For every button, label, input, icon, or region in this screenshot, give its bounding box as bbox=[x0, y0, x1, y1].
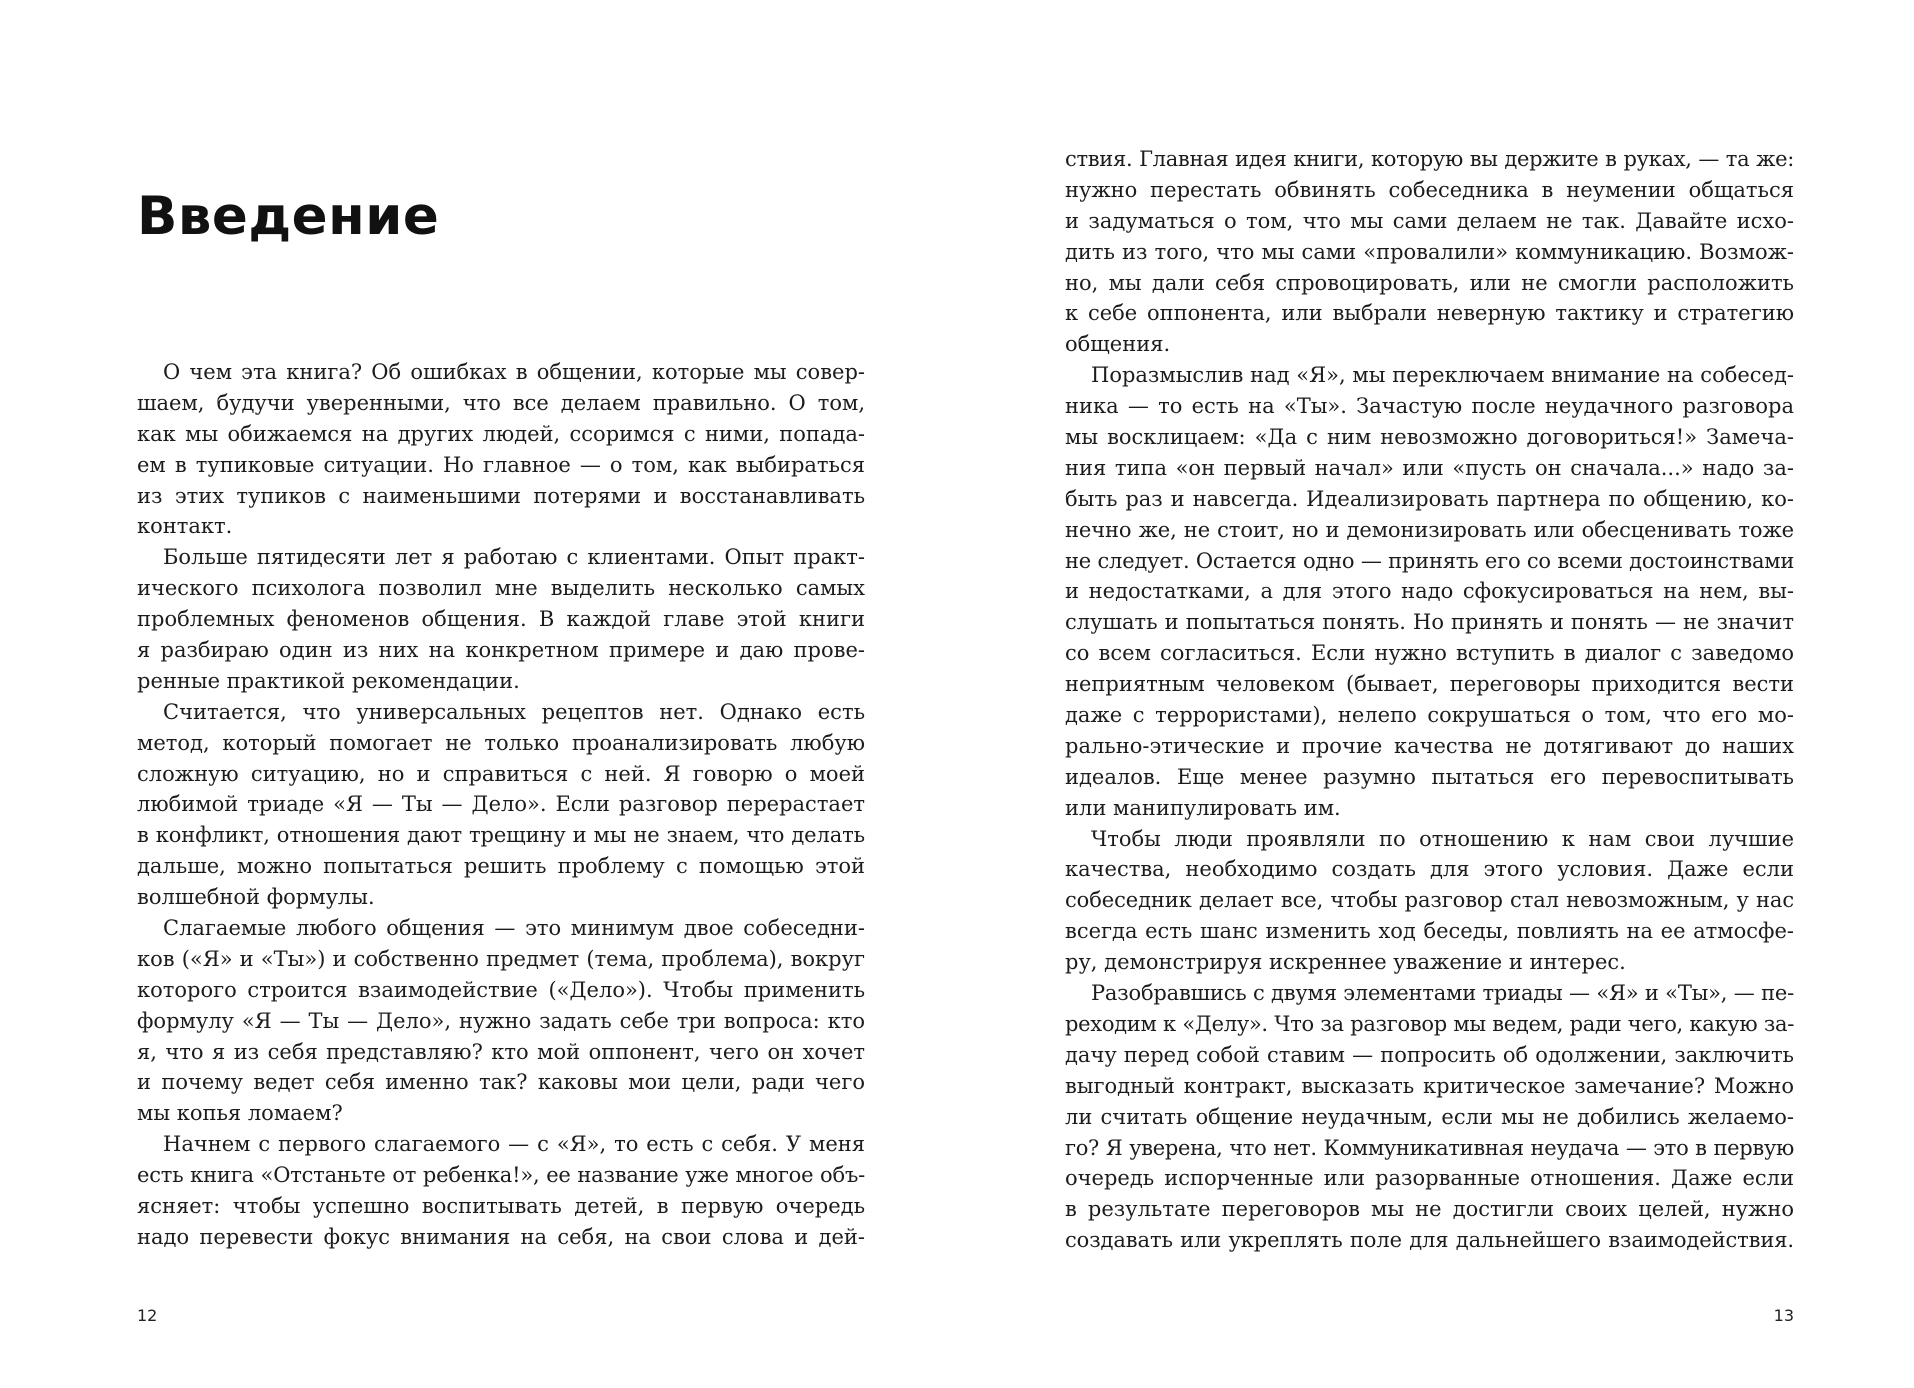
text-line: ясняет: чтобы успешно воспитывать детей, в первую очередь bbox=[137, 1194, 865, 1219]
page-number: 13 bbox=[1773, 1306, 1794, 1325]
text-line: ствия. Главная идея книги, которую вы держите в руках, — та же: bbox=[1065, 147, 1794, 171]
text-line: ренные практикой рекомендации. bbox=[137, 668, 520, 693]
text-line: мы восклицаем: «Да с ним невозможно договориться!» Замеча- bbox=[1065, 425, 1794, 450]
text-line: дить из того, что мы сами «провалили» коммуникацию. Возмож- bbox=[1065, 239, 1794, 264]
text-line: го? Я уверена, что нет. Коммуникативная неудача — это в первую bbox=[1065, 1135, 1794, 1160]
text-line: из этих тупиков с наименьшими потерями и восстанавливать bbox=[137, 483, 865, 508]
text-line: дальше, можно попытаться решить проблему с помощью этой bbox=[137, 854, 865, 879]
text-line: даже с террористами), нелепо сокрушаться о том, что его мо- bbox=[1065, 703, 1794, 728]
text-line: метод, который помогает не только проанализировать любую bbox=[137, 730, 865, 755]
text-line: надо перевести фокус внимания на себя, на свои слова и дей- bbox=[137, 1224, 865, 1249]
text-line: нужно перестать обвинять собеседника в неумении общаться bbox=[1065, 177, 1794, 202]
text-line: ков («Я» и «Ты») и собственно предмет (тема, проблема), вокруг bbox=[137, 946, 865, 971]
text-line: сложную ситуацию, но и справиться с ней. Я говорю о моей bbox=[137, 761, 865, 786]
text-line: или манипулировать им. bbox=[1065, 795, 1341, 820]
text-line: ем в тупиковые ситуации. Но главное — о том, как выбираться bbox=[137, 452, 865, 477]
page-number: 12 bbox=[137, 1306, 158, 1325]
text-line: и задуматься о том, что мы сами делаем не так. Давайте исхо- bbox=[1065, 208, 1794, 233]
text-line: формулу «Я — Ты — Дело», нужно задать себе три вопроса: кто bbox=[137, 1008, 865, 1033]
text-line: ического психолога позволил мне выделить несколько самых bbox=[137, 576, 865, 601]
text-line: идеалов. Еще менее разумно пытаться его перевоспитывать bbox=[1065, 764, 1794, 789]
text-line: Считается, что универсальных рецептов нет. Однако есть bbox=[163, 699, 865, 724]
text-line: я разбираю один из них на конкретном примере и даю прове- bbox=[137, 638, 865, 663]
text-line: и недостатками, а для этого надо сфокусироваться на нем, вы- bbox=[1065, 579, 1794, 604]
text-line: проблемных феноменов общения. В каждой главе этой книги bbox=[137, 607, 865, 632]
chapter-title: Введение bbox=[137, 186, 440, 247]
text-line: есть книга «Отстаньте от ребенка!», ее название уже многое объ- bbox=[137, 1163, 865, 1188]
text-line: собеседник делает все, чтобы разговор стал невозможным, у нас bbox=[1065, 888, 1794, 913]
text-line: Поразмыслив над «Я», мы переключаем внимание на собесед- bbox=[1091, 363, 1794, 388]
text-line: любимой триаде «Я — Ты — Дело». Если разговор перерастает bbox=[137, 792, 865, 817]
text-line: всегда есть шанс изменить ход беседы, повлиять на ее атмосфе- bbox=[1065, 919, 1794, 944]
text-line: ру, демонстрируя искреннее уважение и интерес. bbox=[1065, 950, 1626, 975]
text-line: я, что я из себя представляю? кто мой оппонент, чего он хочет bbox=[137, 1039, 865, 1064]
text-line: как мы обижаемся на других людей, ссоримся с ними, попада- bbox=[137, 421, 865, 446]
text-line: Чтобы люди проявляли по отношению к нам свои лучшие bbox=[1091, 826, 1794, 851]
left-page-text bbox=[137, 357, 865, 1253]
text-line: Больше пятидесяти лет я работаю с клиентами. Опыт практ- bbox=[163, 545, 865, 570]
text-line: волшебной формулы. bbox=[137, 885, 375, 910]
text-line: выгодный контракт, высказать критическое замечание? Можно bbox=[1065, 1073, 1794, 1098]
text-line: Слагаемые любого общения — это минимум двое собеседни- bbox=[163, 916, 865, 941]
text-line: рально-этические и прочие качества не дотягивают до наших bbox=[1065, 733, 1794, 758]
text-line: со всем согласиться. Если нужно вступить в диалог с заведомо bbox=[1065, 641, 1794, 666]
text-line: общения. bbox=[1065, 332, 1171, 357]
text-line: ника — то есть на «Ты». Зачастую после неудачного разговора bbox=[1065, 394, 1794, 419]
text-line: к себе оппонента, или выбрали неверную тактику и стратегию bbox=[1065, 301, 1794, 326]
text-line: качества, необходимо создать для этого условия. Даже если bbox=[1065, 857, 1794, 882]
text-line: неприятным человеком (бывает, переговоры приходится вести bbox=[1065, 672, 1794, 697]
text-line: реходим к «Делу». Что за разговор мы ведем, ради чего, какую за- bbox=[1065, 1011, 1794, 1036]
text-line: в конфликт, отношения дают трещину и мы не знаем, что делать bbox=[137, 823, 865, 848]
text-line: ния типа «он первый начал» или «пусть он сначала...» надо за- bbox=[1065, 455, 1794, 480]
text-line: шаем, будучи уверенными, что все делаем правильно. О том, bbox=[137, 390, 865, 415]
text-line: мы копья ломаем? bbox=[137, 1101, 343, 1126]
text-line: которого строится взаимодействие («Дело»). Чтобы применить bbox=[137, 977, 865, 1002]
right-page-text bbox=[1065, 144, 1794, 1256]
text-line: дачу перед собой ставим — попросить об одолжении, заключить bbox=[1065, 1042, 1794, 1067]
text-line: слушать и попытаться понять. Но принять и понять — не значит bbox=[1065, 610, 1794, 635]
text-line: быть раз и навсегда. Идеализировать партнера по общению, ко- bbox=[1065, 486, 1794, 511]
text-line: Начнем с первого слагаемого — с «Я», то есть с себя. У меня bbox=[163, 1132, 865, 1157]
right-page bbox=[957, 0, 1914, 1388]
text-line: Разобравшись с двумя элементами триады — «Я» и «Ты», — пе- bbox=[1091, 981, 1794, 1006]
text-line: контакт. bbox=[137, 514, 233, 539]
text-line: и почему ведет себя именно так? каковы мои цели, ради чего bbox=[137, 1070, 865, 1095]
text-line: не следует. Остается одно — принять его со всеми достоинствами bbox=[1065, 548, 1795, 573]
text-line: ли считать общение неудачным, если мы не добились желаемо- bbox=[1065, 1104, 1794, 1129]
text-line: нечно же, не стоит, но и демонизировать или обесценивать тоже bbox=[1065, 517, 1794, 542]
text-line: О чем эта книга? Об ошибках в общении, которые мы совер- bbox=[163, 360, 865, 384]
text-line: но, мы дали себя спровоцировать, или не смогли расположить bbox=[1065, 270, 1794, 295]
text-line: в результате переговоров мы не достигли своих целей, нужно bbox=[1065, 1197, 1794, 1222]
text-line: создавать или укреплять поле для дальнейшего взаимодействия. bbox=[1065, 1228, 1794, 1253]
text-line: очередь испорченные или разорванные отношения. Даже если bbox=[1065, 1166, 1794, 1191]
